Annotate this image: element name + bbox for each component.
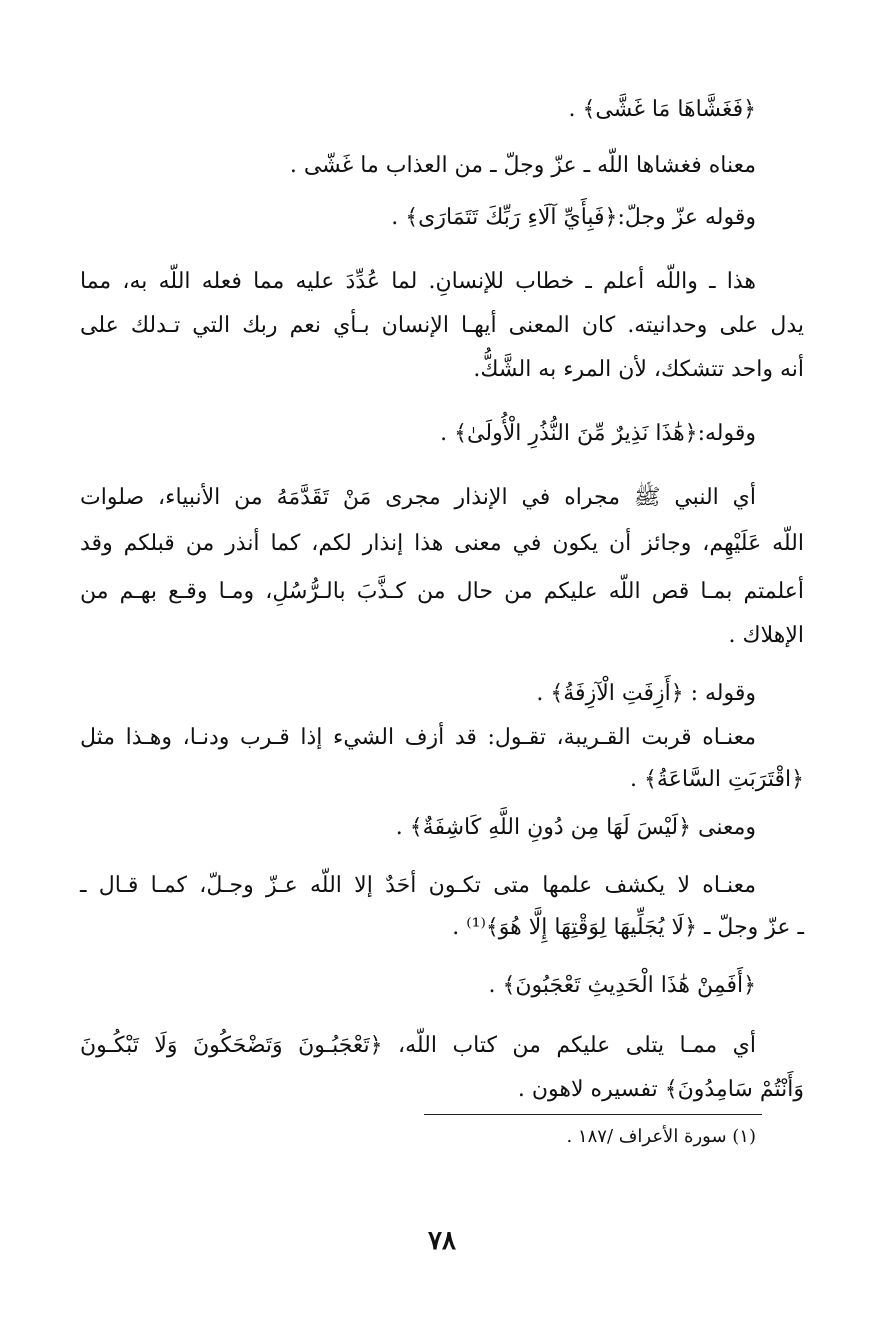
text-line: الإهلاك . [728, 623, 804, 648]
text-line: أعلمتم بمـا قص اللّه عليكم من حال من كـذَّبَ بالـرُّسُلِ، ومـا وقـع بهـم من [80, 579, 804, 604]
text-line: أنه واحد تتشكك، لأن المرء به الشَّكُّ. [473, 357, 804, 382]
text-line: ـ عزّ وجلّ ـ ﴿لَا يُجَلِّيهَا لِوَقْتِهَا إِلَّا هُوَ﴾⁽¹⁾ . [452, 915, 804, 940]
text-line: وقوله عزّ وجلّ:﴿فَبِأَيِّ آلَاءِ رَبِّكَ تَتَمَارَى﴾ . [391, 205, 756, 230]
text-line: يدل على وحدانيته. كان المعنى أيهـا الإنسان بـأي نعم ربك التي تـدلك على [80, 313, 804, 338]
text-line: وقوله : ﴿أَزِفَتِ الْآزِفَةُ﴾ . [536, 681, 756, 706]
text-line: أي ممـا يتلى عليكم من كتاب اللّه، ﴿تَعْجَبُـونَ وَتَضْحَكُونَ وَلَا تَبْكُـونَ [80, 1033, 756, 1058]
text-line: اللّه عَلَيْهِم، وجائز أن يكون في معنى هذا إنذار لكم، كما أنذر من قبلكم وقد [80, 531, 804, 556]
quran-verse-line: ﴿أَفَمِنْ هَٰذَا الْحَدِيثِ تَعْجَبُونَ﴾ . [488, 973, 756, 998]
footnote: (١) سورة الأعراف /١٨٧ . [566, 1126, 756, 1147]
text-line: معنـاه لا يكشف علمها متى تكـون أحَدٌ إلا اللّه عـزّ وجـلّ، كمـا قـال ـ [80, 873, 756, 898]
text-line: معنـاه قربت القـريبة، تقـول: قد أزف الشيء إذا قـرب ودنـا، وهـذا مثل [80, 725, 756, 750]
text-line: هذا ـ واللّه أعلم ـ خطاب للإنسانِ. لما عُدِّدَ عليه مما فعله اللّه به، مما [80, 269, 756, 294]
text-line: ومعنى ﴿لَيْسَ لَهَا مِن دُونِ اللَّهِ كَاشِفَةٌ﴾ . [395, 815, 756, 840]
page-number: ٧٨ [428, 1226, 456, 1256]
text-line: أي النبي ﷺ مجراه في الإنذار مجرى مَنْ تَقَدَّمَهُ من الأنبياء، صلوات [80, 485, 756, 510]
text-line: وَأَنْتُمْ سَامِدُونَ﴾ تفسيره لاهون . [517, 1077, 804, 1102]
text-line: ﴿اقْتَرَبَتِ السَّاعَةُ﴾ . [630, 767, 804, 792]
text-line: معناه فغشاها اللّه ـ عزّ وجلّ ـ من العذاب ما غَشّى . [289, 153, 756, 178]
text-line: وقوله:﴿هَٰذَا نَذِيرٌ مِّنَ النُّذُرِ الْأُولَىٰ﴾ . [440, 421, 756, 446]
quran-verse-line: ﴿فَغَشَّاهَا مَا غَشَّى﴾ . [568, 97, 756, 122]
footnote-divider [424, 1114, 762, 1115]
